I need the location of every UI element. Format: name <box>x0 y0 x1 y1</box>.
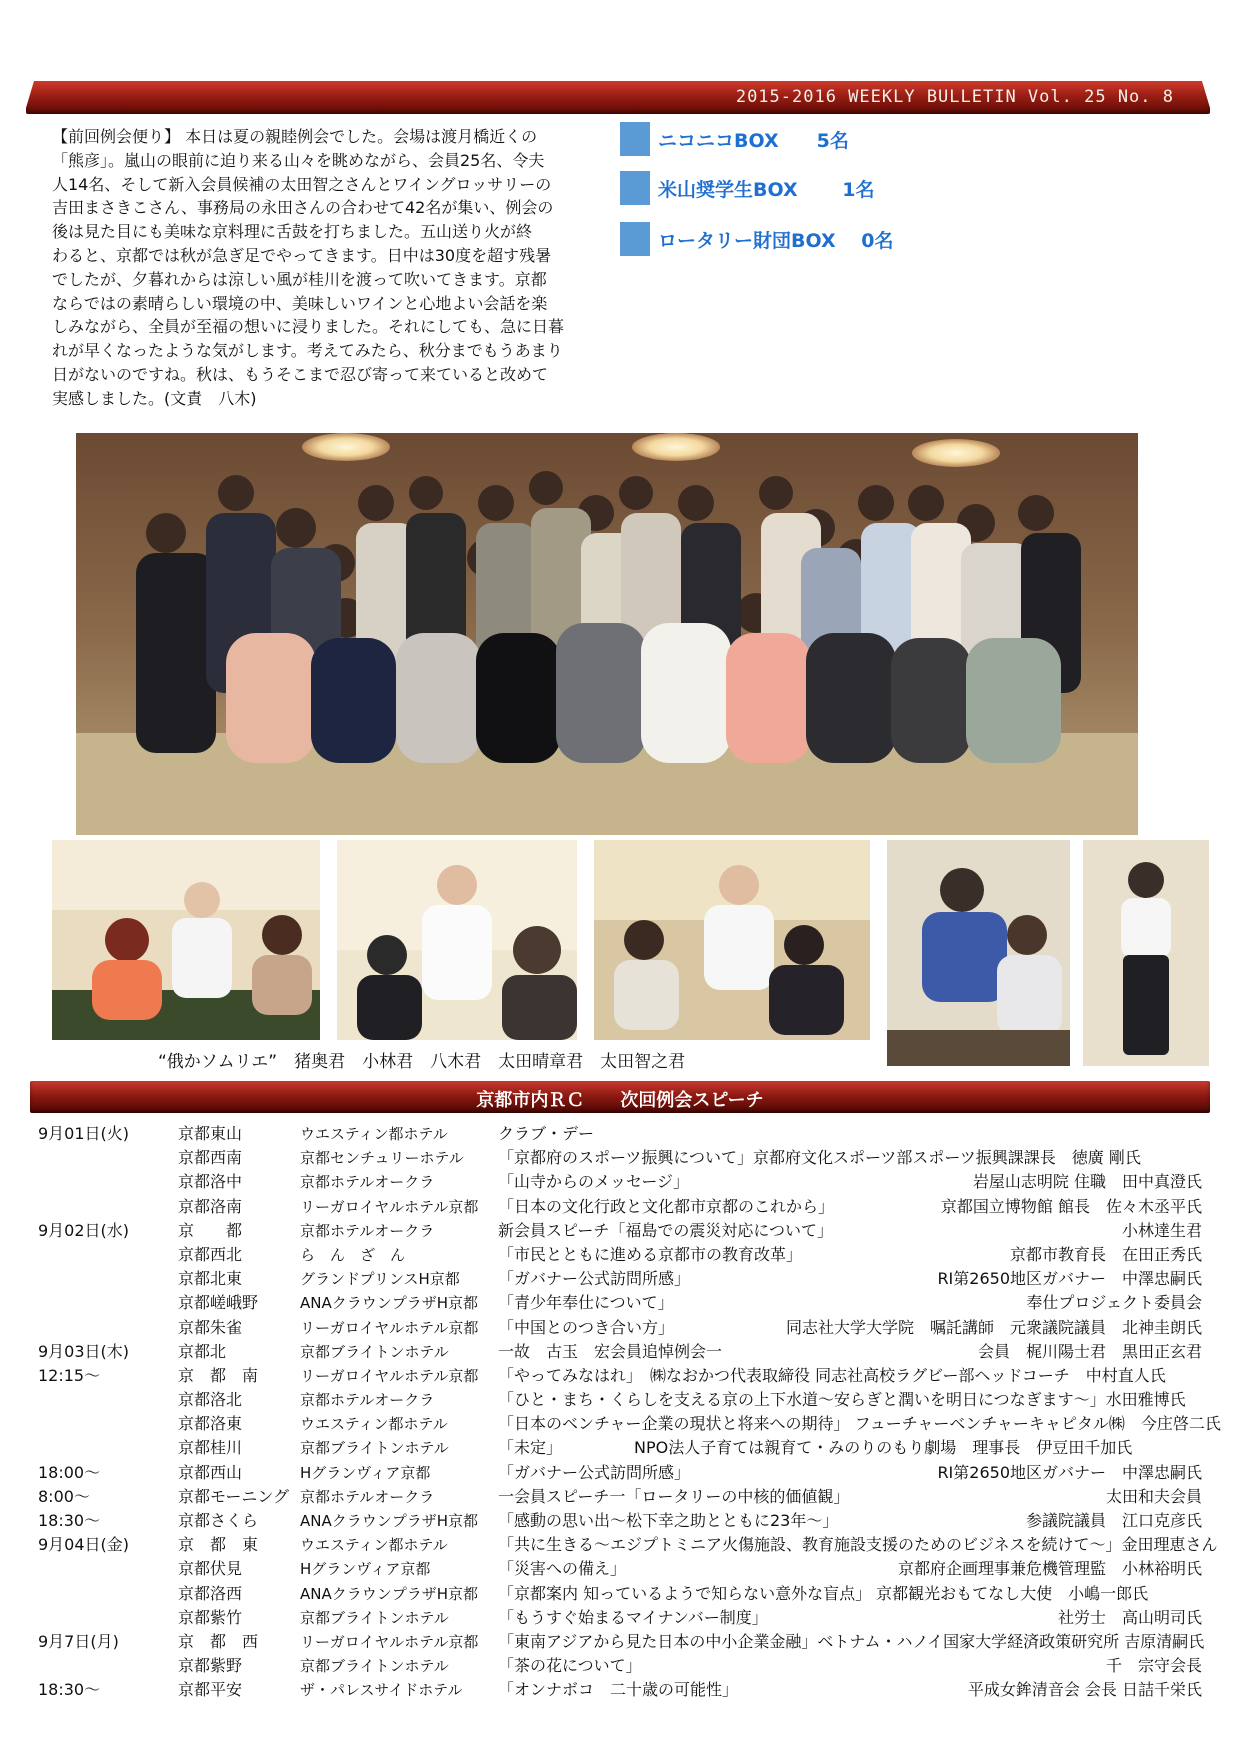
schedule-speaker: 岩屋山志明院 住職 田中真澄氏 <box>972 1172 1202 1192</box>
schedule-topic: 「もうすぐ始まるマイナンバー制度」 <box>498 1607 768 1627</box>
schedule-topic: 「災害への備え」 <box>498 1559 627 1579</box>
schedule-club: 京都伏見 <box>178 1559 243 1579</box>
schedule-speaker: RI第2650地区ガバナー 中澤忠嗣氏 <box>937 1462 1202 1482</box>
box-square-icon <box>620 222 650 256</box>
schedule-speaker: 参議院議員 江口克彦氏 <box>1025 1511 1202 1530</box>
schedule-row <box>30 1388 1210 1412</box>
schedule-topic: 「青少年奉仕について」 <box>498 1293 674 1313</box>
schedule-club: 京都西南 <box>178 1148 243 1168</box>
photo-sommelier-3 <box>594 840 870 1040</box>
schedule-date: 8:00～ <box>38 1486 90 1506</box>
schedule-club: 京都洛東 <box>178 1414 243 1434</box>
schedule-speaker: 京都市教育長 在田正秀氏 <box>1009 1244 1202 1264</box>
schedule-row <box>30 1316 1210 1340</box>
schedule-club: 京都西山 <box>178 1462 243 1482</box>
report-line: でしたが、夕暮れからは涼しい風が桂川を渡って吹いてきます。京都 <box>52 269 547 289</box>
schedule-topic: 一故 古玉 宏会員追悼例会一 <box>498 1341 723 1361</box>
schedule-venue: ら ん ざ ん <box>300 1245 406 1264</box>
schedule-venue: Hグランヴィア京都 <box>300 1560 431 1579</box>
schedule-date: 9月01日(火) <box>38 1124 130 1143</box>
schedule-topic: 「中国とのつき合い方」 <box>498 1317 675 1337</box>
schedule-topic: 「感動の思い出～松下幸之助とともに23年～」 <box>498 1511 839 1530</box>
photo-sommelier-5 <box>1083 840 1209 1066</box>
report-line: 実感しました。(文責 八木) <box>52 388 257 408</box>
schedule-club: 京都北 <box>178 1341 227 1361</box>
schedule-topic: 「京都府のスポーツ振興について」京都府文化スポーツ部スポーツ振興課課長 徳廣 剛氏 <box>498 1148 1141 1168</box>
schedule-topic: 「共に生きる～エジプトミニア火傷施設、教育施設支援のためのビジネスを続けて～」金田理恵さん <box>498 1535 1218 1555</box>
schedule-speaker: 太田和夫会員 <box>1105 1486 1202 1506</box>
schedule-club: 京都さくら <box>178 1511 259 1530</box>
schedule-venue: ウエスティン都ホテル <box>300 1536 448 1555</box>
schedule-date: 9月02日(水) <box>38 1220 130 1240</box>
box-square-icon <box>620 171 650 205</box>
schedule-venue: リーガロイヤルホテル京都 <box>300 1197 479 1216</box>
schedule-club: 京都朱雀 <box>178 1317 243 1337</box>
schedule-topic: 一会員スピーチ一「ロータリーの中核的価値観」 <box>498 1486 850 1506</box>
schedule-club: 京都桂川 <box>178 1438 243 1458</box>
schedule-club: 京都紫野 <box>178 1656 243 1676</box>
schedule-title: 京都市内ＲＣ 次回例会スピーチ <box>476 1090 764 1111</box>
schedule-topic: 「東南アジアから見た日本の中小企業金融」ベトナム・ハノイ国家大学経済政策研究所 吉原清嗣氏 <box>498 1631 1205 1651</box>
schedule-club: 京都西北 <box>178 1244 243 1264</box>
bulletin-title: 2015-2016 WEEKLY BULLETIN Vol. 25 No. 8 <box>735 87 1174 107</box>
box-label: ロータリー財団BOX 0名 <box>658 229 894 252</box>
schedule-speaker: RI第2650地区ガバナー 中澤忠嗣氏 <box>937 1269 1202 1289</box>
schedule-venue: 京都ホテルオークラ <box>300 1391 435 1410</box>
foundation-box <box>620 221 893 257</box>
schedule-speaker: 千 宗守会長 <box>1105 1656 1202 1676</box>
schedule-speaker: 京都国立博物館 館長 佐々木丞平氏 <box>940 1196 1202 1216</box>
schedule-club: 京都洛北 <box>178 1390 243 1410</box>
header-banner <box>26 81 1210 114</box>
schedule-club: 京 都 <box>178 1220 243 1240</box>
schedule-row <box>30 1267 1210 1291</box>
schedule-row <box>30 1436 1210 1460</box>
schedule-row <box>30 1582 1210 1606</box>
schedule-row <box>30 1195 1210 1219</box>
box-label: 米山奨学生BOX 1名 <box>658 178 875 201</box>
schedule-row <box>30 1146 1210 1170</box>
schedule-club: 京都嵯峨野 <box>178 1293 259 1313</box>
report-line: わると、京都では秋が急ぎ足でやってきます。日中は30度を超す残暑 <box>52 245 552 265</box>
schedule-venue: 京都ホテルオークラ <box>300 1487 435 1506</box>
schedule-date: 18:30～ <box>38 1680 101 1700</box>
schedule-speaker: 平成女鉾清音会 会長 日詰千栄氏 <box>967 1680 1202 1700</box>
schedule-club: 京都洛中 <box>178 1172 243 1192</box>
schedule-club: 京都紫竹 <box>178 1607 243 1627</box>
schedule-venue: グランドプリンスH京都 <box>300 1270 460 1289</box>
schedule-topic: 「オンナボコ 二十歳の可能性」 <box>498 1680 739 1700</box>
schedule-venue: 京都ブライトンホテル <box>300 1657 449 1676</box>
report-line: 人14名、そして新入会員候補の太田智之さんとワイングロッサリーの <box>52 174 552 194</box>
schedule-row <box>30 1243 1210 1267</box>
schedule-venue: 京都ホテルオークラ <box>300 1221 435 1240</box>
report-line: ならではの素晴らしい環境の中、美味しいワインと心地よい会話を楽 <box>52 293 548 313</box>
schedule-club: 京都北東 <box>178 1269 243 1289</box>
schedule-date: 12:15～ <box>38 1365 101 1385</box>
schedule-row <box>30 1485 1210 1509</box>
schedule-speaker: 小林達生君 <box>1121 1220 1202 1240</box>
schedule-row <box>30 1219 1210 1243</box>
schedule-venue: リーガロイヤルホテル京都 <box>300 1632 479 1651</box>
yoneyama-box <box>620 170 874 206</box>
schedule-date: 9月03日(木) <box>38 1341 130 1361</box>
schedule-topic: 「日本のベンチャー企業の現状と将来への期待」 フューチャーベンチャーキャピタル㈱ 今庄啓二氏 <box>498 1414 1221 1434</box>
schedule-row <box>30 1678 1210 1702</box>
schedule-speaker: 京都府企画理事兼危機管理監 小林裕明氏 <box>897 1559 1202 1579</box>
schedule-row <box>30 1461 1210 1485</box>
photo-sommelier-4 <box>887 840 1070 1066</box>
schedule-topic: 「京都案内 知っているようで知らない意外な盲点」 京都観光おもてなし大使 小嶋一郎氏 <box>498 1583 1149 1603</box>
schedule-venue: ザ・パレスサイドホテル <box>300 1681 463 1700</box>
schedule-venue: ANAクラウンプラザH京都 <box>300 1584 479 1603</box>
schedule-row <box>30 1606 1210 1630</box>
report-line: れが早くなったような気がします。考えてみたら、秋分までもうあまり <box>52 341 563 361</box>
schedule-topic: 「日本の文化行政と文化都市京都のこれから」 <box>498 1196 835 1216</box>
schedule-row <box>30 1630 1210 1654</box>
previous-meeting-report <box>52 125 600 411</box>
schedule-club: 京都平安 <box>178 1680 243 1700</box>
schedule-topic: 「ひと・まち・くらしを支える京の上下水道～安らぎと潤いを明日につなぎます～」水田雅博氏 <box>498 1390 1186 1410</box>
schedule-venue: リーガロイヤルホテル京都 <box>300 1366 479 1385</box>
schedule-row <box>30 1170 1210 1194</box>
schedule-club: 京 都 西 <box>178 1631 259 1651</box>
schedule-venue: 京都ホテルオークラ <box>300 1173 435 1192</box>
schedule-row <box>30 1533 1218 1557</box>
schedule-list <box>30 1122 1221 1703</box>
schedule-row <box>30 1412 1221 1436</box>
schedule-venue: 京都ブライトンホテル <box>300 1608 449 1627</box>
photo-sommelier-2 <box>337 840 577 1040</box>
group-photo <box>76 433 1138 835</box>
report-line: しみながら、全員が至福の想いに浸りました。それにしても、急に日暮 <box>52 317 565 337</box>
schedule-row <box>30 1654 1210 1678</box>
photo-caption: “俄かソムリエ” 猪奥君 小林君 八木君 太田晴章君 太田智之君 <box>158 1052 686 1072</box>
schedule-club: 京 都 東 <box>178 1535 259 1555</box>
schedule-speaker: 会員 梶川陽士君 黒田正玄君 <box>977 1341 1202 1361</box>
schedule-venue: ANAクラウンプラザH京都 <box>300 1294 479 1313</box>
schedule-topic: クラブ・デー <box>498 1124 595 1143</box>
nikoniko-box <box>620 121 849 157</box>
schedule-speaker: 奉仕プロジェクト委員会 <box>1026 1293 1202 1313</box>
schedule-venue: リーガロイヤルホテル京都 <box>300 1318 479 1337</box>
photo-sommelier-1 <box>52 840 320 1040</box>
schedule-row <box>30 1509 1210 1533</box>
schedule-row <box>30 1340 1210 1364</box>
schedule-row <box>30 1291 1210 1315</box>
schedule-row <box>30 1364 1210 1388</box>
schedule-topic: 新会員スピーチ「福島での震災対応について」 <box>498 1220 834 1240</box>
schedule-venue: ANAクラウンプラザH京都 <box>300 1512 479 1530</box>
schedule-speaker: 同志社大学大学院 嘱託講師 元衆議院議員 北神圭朗氏 <box>785 1317 1202 1337</box>
schedule-date: 9月7日(月) <box>38 1631 119 1651</box>
schedule-topic: 「ガバナー公式訪問所感」 <box>498 1269 691 1289</box>
schedule-topic: 「ガバナー公式訪問所感」 <box>498 1462 691 1482</box>
schedule-topic: 「市民とともに進める京都市の教育改革」 <box>498 1244 803 1264</box>
schedule-club: 京都モーニング <box>178 1486 290 1506</box>
schedule-club: 京都洛南 <box>178 1196 243 1216</box>
report-line: 吉田まさきこさん、事務局の永田さんの合わせて42名が集い、例会の <box>52 198 554 218</box>
schedule-club: 京都洛西 <box>178 1583 243 1603</box>
schedule-venue: 京都センチュリーホテル <box>300 1149 464 1168</box>
box-label: ニコニコBOX 5名 <box>658 129 849 152</box>
box-square-icon <box>620 122 650 156</box>
schedule-venue: ウエスティン都ホテル <box>300 1125 448 1143</box>
schedule-topic: 「未定」 NPO法人子育ては親育て・みのりのもり劇場 理事長 伊豆田千加氏 <box>498 1438 1133 1458</box>
schedule-row <box>30 1557 1210 1581</box>
schedule-venue: 京都ブライトンホテル <box>300 1342 449 1361</box>
report-line: 日がないのですね。秋は、もうそこまで忍び寄って来ていると改めて <box>52 364 549 384</box>
report-line: 「熊彦」。嵐山の眼前に迫り来る山々を眺めながら、会員25名、令夫 <box>52 150 545 170</box>
schedule-banner <box>30 1081 1210 1113</box>
report-line: 後は見た目にも美味な京料理に舌鼓を打ちました。五山送り火が終 <box>52 222 533 242</box>
schedule-venue: ウエスティン都ホテル <box>300 1415 448 1434</box>
schedule-topic: 「茶の花について」 <box>498 1656 642 1676</box>
schedule-venue: Hグランヴィア京都 <box>300 1463 431 1482</box>
report-line: 【前回例会便り】 本日は夏の親睦例会でした。会場は渡月橋近くの <box>52 127 538 146</box>
schedule-row <box>30 1122 1210 1146</box>
schedule-venue: 京都ブライトンホテル <box>300 1439 449 1458</box>
schedule-date: 18:30～ <box>38 1511 101 1530</box>
schedule-club: 京 都 南 <box>178 1365 259 1385</box>
schedule-speaker: 社労士 高山明司氏 <box>1057 1607 1202 1627</box>
schedule-topic: 「やってみなはれ」 ㈱なおかつ代表取締役 同志社高校ラグビー部ヘッドコーチ 中村直人氏 <box>498 1365 1166 1385</box>
schedule-topic: 「山寺からのメッセージ」 <box>498 1172 690 1192</box>
schedule-date: 9月04日(金) <box>38 1535 130 1555</box>
schedule-club: 京都東山 <box>178 1124 243 1143</box>
schedule-date: 18:00～ <box>38 1462 101 1482</box>
